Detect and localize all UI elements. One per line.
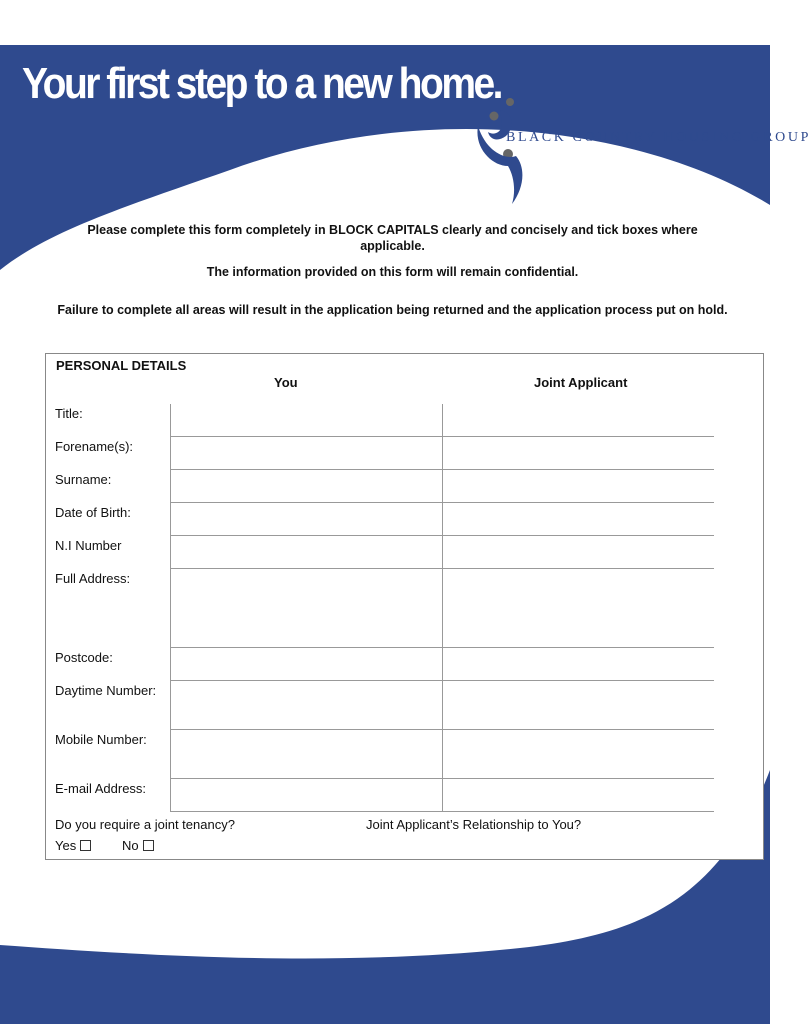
field-row-surname [46,470,763,503]
no-label: No [122,838,139,853]
address-input-joint[interactable] [442,569,714,648]
yes-label: Yes [55,838,77,853]
yes-option[interactable] [55,838,91,853]
field-row-daytime-number [46,681,763,730]
email-input-you[interactable] [170,779,442,812]
logo-figure-icon [472,96,532,206]
field-label: E-mail Address: [55,781,147,796]
postcode-input-joint[interactable] [442,648,714,681]
surname-input-joint[interactable] [442,470,714,503]
section-title: PERSONAL DETAILS [56,358,187,373]
field-label: Surname: [55,472,112,487]
intro-instructions: Please complete this form completely in BLOCK CAPITALS clearly and concisely and tick boxes where applicable. [87,223,698,253]
dob-input-you[interactable] [170,503,442,536]
field-row-dob [46,503,763,536]
yes-checkbox[interactable] [80,840,91,851]
relationship-question: Joint Applicant’s Relationship to You? [366,817,582,832]
field-label: Title: [55,406,83,421]
field-label: Daytime Number: [55,683,157,698]
intro-warning: Failure to complete all areas will result in the application being returned and the application process put on hold. [57,303,728,317]
no-option[interactable] [122,838,154,853]
field-label: Forename(s): [55,439,134,454]
ni-number-input-joint[interactable] [442,536,714,569]
mobile-number-input-joint[interactable] [442,730,714,779]
field-label: N.I Number [55,538,122,553]
logo [472,96,811,206]
headline: Your first step to a new home. [22,60,502,109]
address-input-you[interactable] [170,569,442,648]
column-header-you: You [274,375,298,390]
field-row-title [46,404,763,437]
dob-input-joint[interactable] [442,503,714,536]
field-label: Postcode: [55,650,113,665]
email-input-joint[interactable] [442,779,714,812]
forename-input-you[interactable] [170,437,442,470]
field-row-postcode [46,648,763,681]
field-row-forename [46,437,763,470]
logo-text: BLACK COUNTRY HOUSING GROUP [506,130,811,145]
column-header-joint: Joint Applicant [534,375,628,390]
mobile-number-input-you[interactable] [170,730,442,779]
daytime-number-input-joint[interactable] [442,681,714,730]
field-label: Mobile Number: [55,732,147,747]
ni-number-input-you[interactable] [170,536,442,569]
intro-confidential: The information provided on this form will remain confidential. [206,265,579,279]
daytime-number-input-you[interactable] [170,681,442,730]
field-label: Full Address: [55,571,131,586]
field-row-ni-number [46,536,763,569]
title-input-you[interactable] [170,404,442,437]
field-label: Date of Birth: [55,505,131,520]
field-row-mobile-number [46,730,763,779]
postcode-input-you[interactable] [170,648,442,681]
personal-details-form [45,353,764,860]
no-checkbox[interactable] [143,840,154,851]
field-row-email [46,779,763,812]
surname-input-you[interactable] [170,470,442,503]
title-input-joint[interactable] [442,404,714,437]
joint-tenancy-question: Do you require a joint tenancy? [55,817,235,832]
forename-input-joint[interactable] [442,437,714,470]
field-row-address [46,569,763,648]
